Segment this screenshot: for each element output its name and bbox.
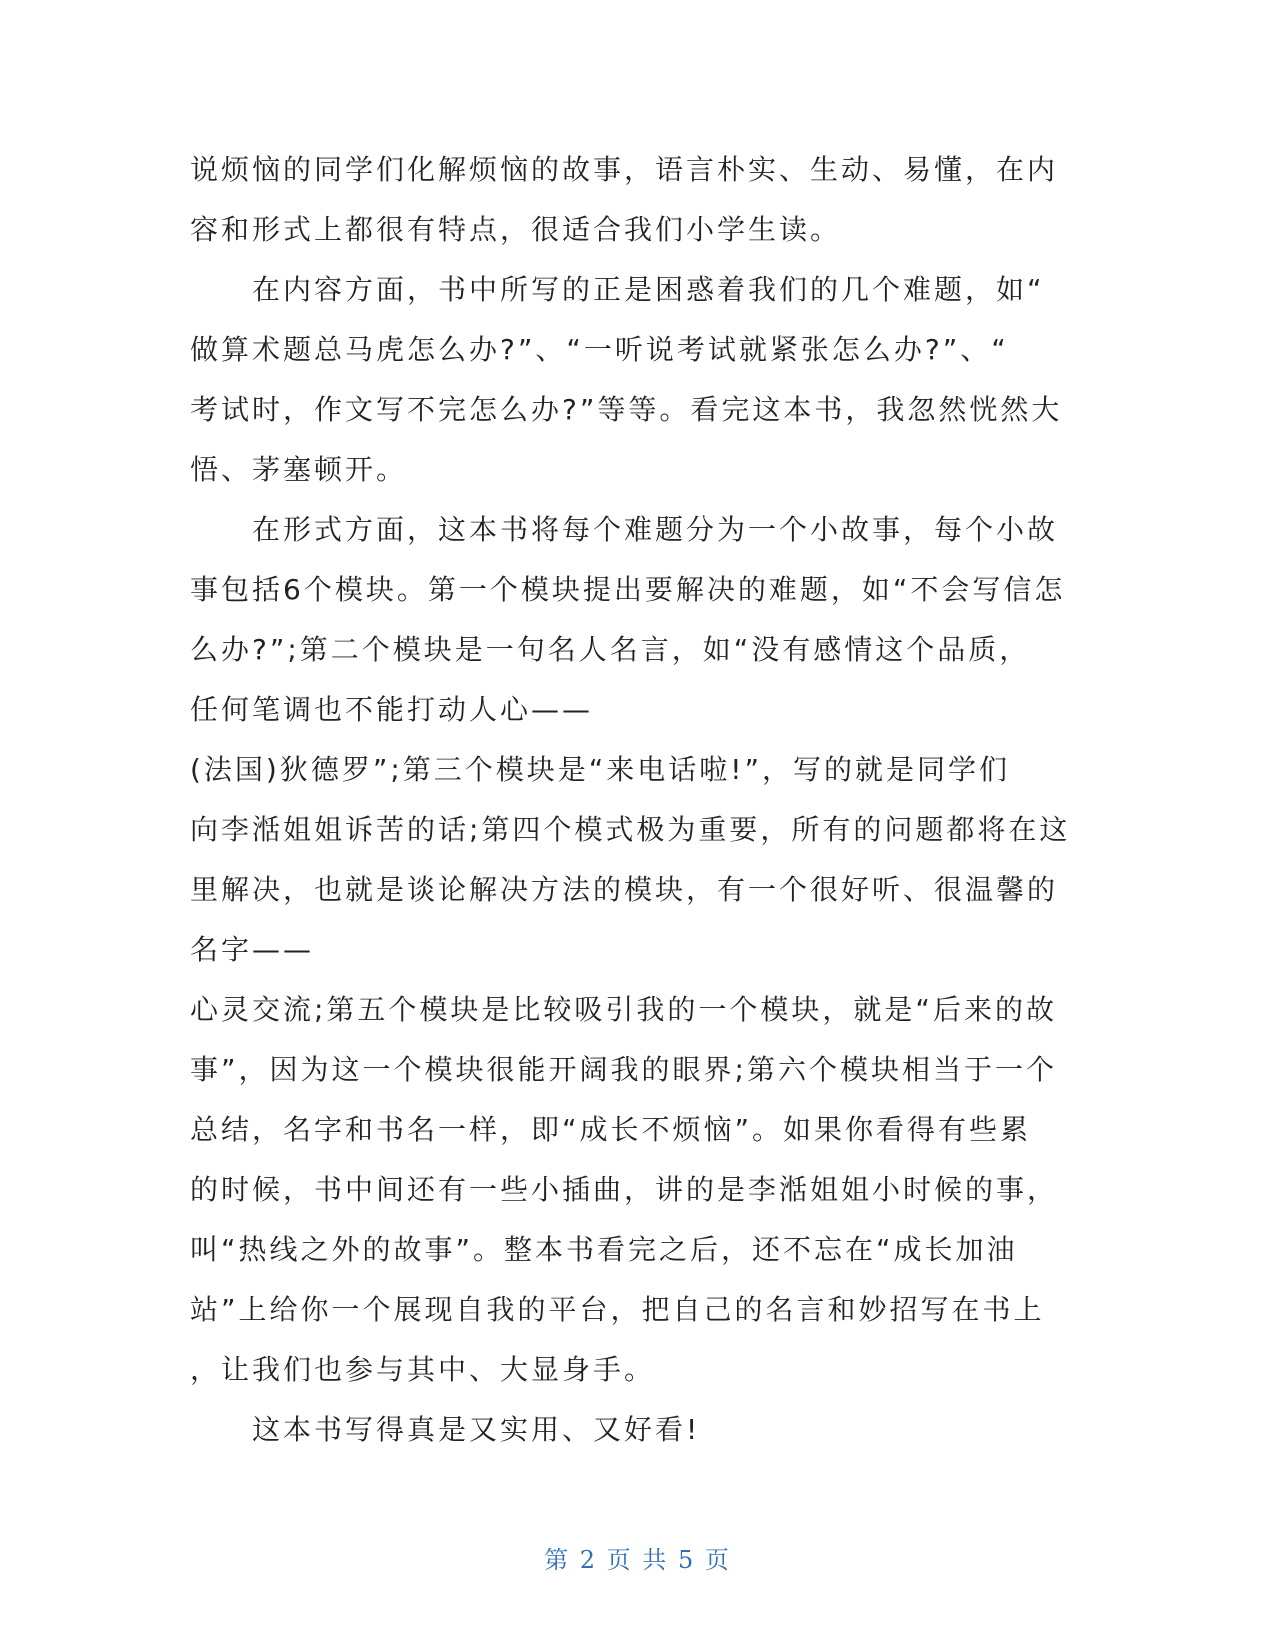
text-line: 考试时，作文写不完怎么办?”等等。看完这本书，我忽然恍然大 — [190, 393, 1063, 426]
text-line: 名字—— — [190, 933, 315, 966]
text-line: 里解决，也就是谈论解决方法的模块，有一个很好听、很温馨的 — [190, 873, 1059, 906]
text-line: 事包括6个模块。第一个模块提出要解决的难题，如“不会写信怎 — [190, 573, 1066, 606]
text-line: 说烦恼的同学们化解烦恼的故事，语言朴实、生动、易懂，在内 — [190, 153, 1059, 186]
text-line: 这本书写得真是又实用、又好看! — [252, 1413, 701, 1446]
document-body — [190, 140, 1080, 1460]
text-line: 向李湉姐姐诉苦的话;第四个模式极为重要，所有的问题都将在这 — [190, 813, 1071, 846]
text-line: 在形式方面，这本书将每个难题分为一个小故事，每个小故 — [252, 513, 1059, 546]
text-line: 任何笔调也不能打动人心—— — [190, 693, 594, 726]
text-line: 站”上给你一个展现自我的平台，把自己的名言和妙招写在书上 — [190, 1293, 1045, 1326]
text-line: 的时候，书中间还有一些小插曲，讲的是李湉姐姐小时候的事， — [190, 1173, 1059, 1206]
text-line: (法国)狄德罗”;第三个模块是“来电话啦!”，写的就是同学们 — [190, 753, 1011, 786]
text-line: 叫“热线之外的故事”。整本书看完之后，还不忘在“成长加油 — [190, 1233, 1018, 1266]
text-line: ，让我们也参与其中、大显身手。 — [190, 1353, 656, 1386]
text-line: 做算术题总马虎怎么办?”、“一听说考试就紧张怎么办?”、“ — [190, 333, 1009, 366]
text-line: 心灵交流;第五个模块是比较吸引我的一个模块，就是“后来的故 — [190, 993, 1057, 1026]
text-line: 总结，名字和书名一样，即“成长不烦恼”。如果你看得有些累 — [190, 1113, 1032, 1146]
text-line: 容和形式上都很有特点，很适合我们小学生读。 — [190, 213, 842, 246]
text-line: 悟、茅塞顿开。 — [190, 453, 408, 486]
page-number-footer: 第 2 页 共 5 页 — [544, 1546, 731, 1574]
text-line: 事”，因为这一个模块很能开阔我的眼界;第六个模块相当于一个 — [190, 1053, 1057, 1086]
text-line: 在内容方面，书中所写的正是困惑着我们的几个难题，如“ — [252, 273, 1045, 306]
text-line: 么办?”;第二个模块是一句名人名言，如“没有感情这个品质， — [190, 633, 1031, 666]
